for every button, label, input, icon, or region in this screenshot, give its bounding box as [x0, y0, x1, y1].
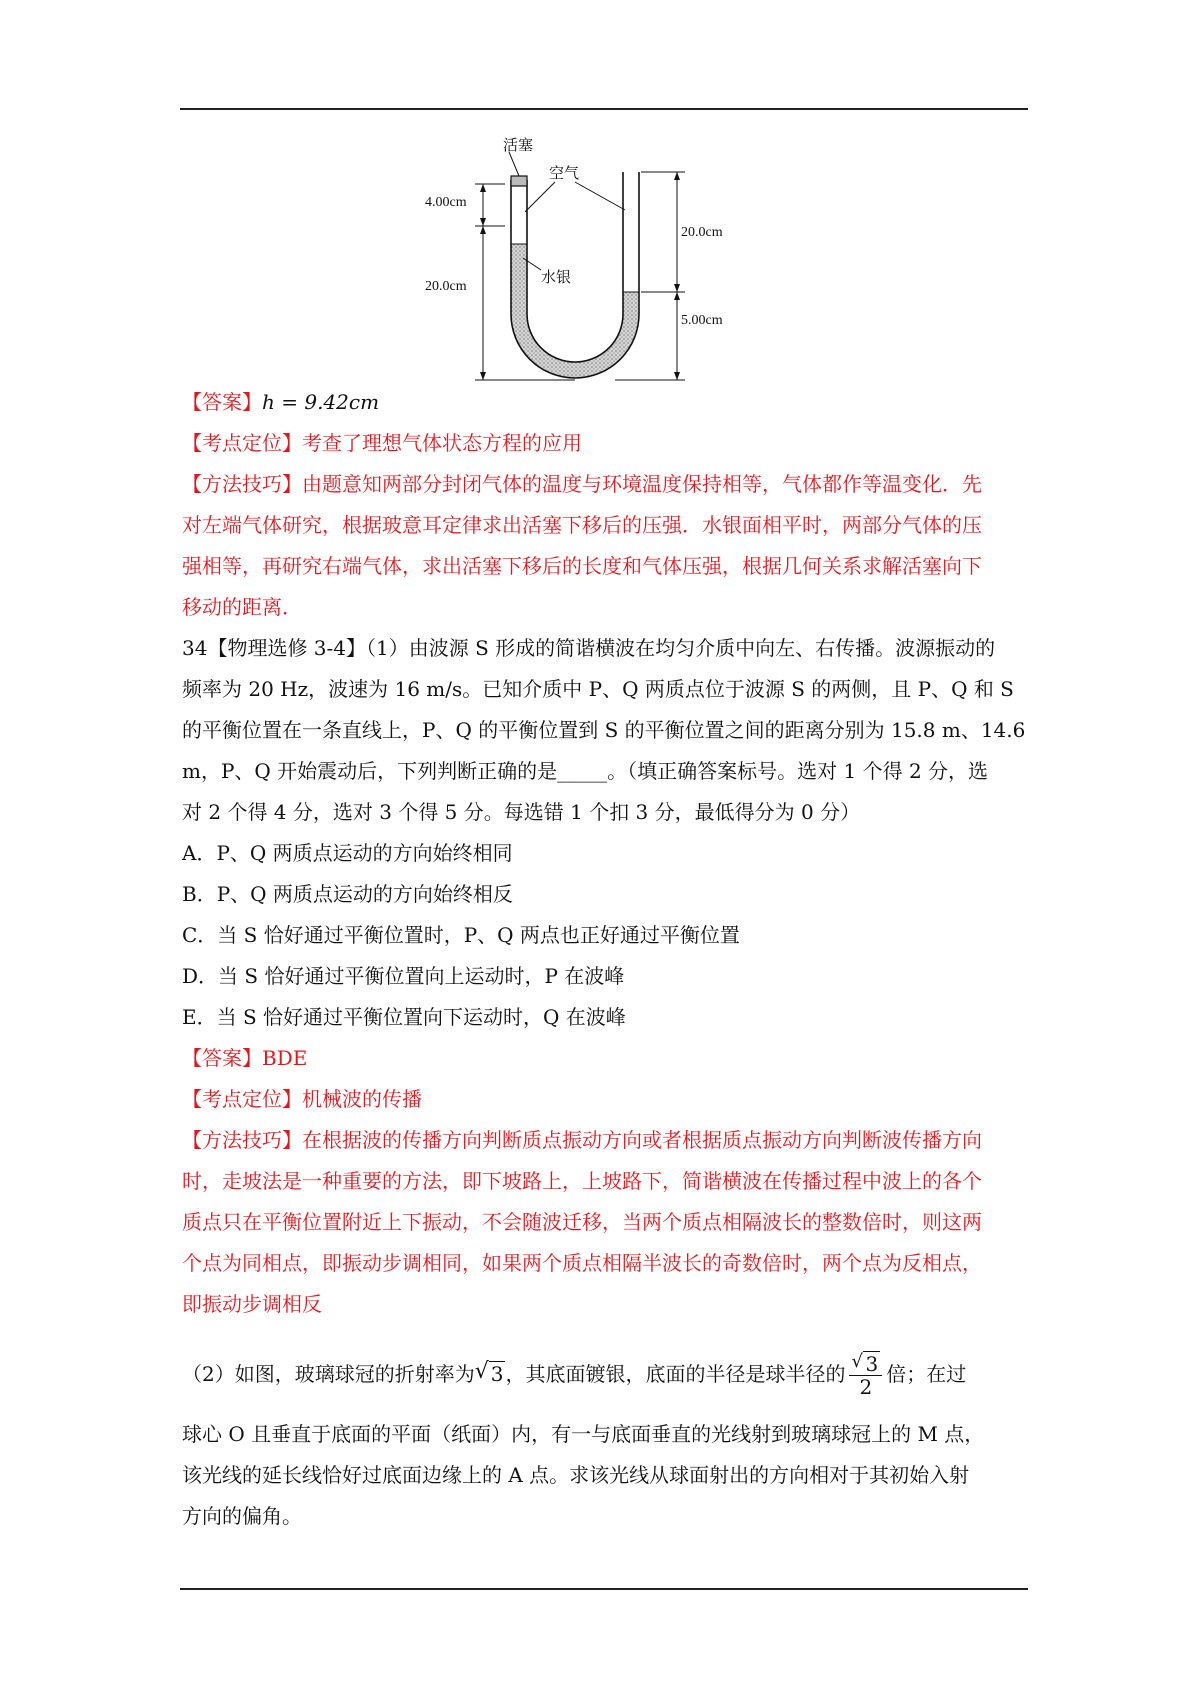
q34-method-line-2: 时，走坡法是一种重要的方法，即下坡路上，上坡路下，简谐横波在传播过程中波上的各个 — [182, 1169, 982, 1193]
answer-value: h = 9.42cm — [262, 390, 380, 414]
point-tag: 【考点定位】 — [182, 1087, 302, 1111]
method-text: 在根据波的传播方向判断质点振动方向或者根据质点振动方向判断波传播方向 — [302, 1128, 982, 1152]
q33-method-line-4: 移动的距离． — [182, 595, 302, 619]
q34-part2-line-3: 该光线的延长线恰好过底面边缘上的 A 点。求该光线从球面射出的方向相对于其初始入射 — [182, 1463, 970, 1487]
q33-method-line-3: 强相等，再研究右端气体，求出活塞下移后的长度和气体压强，根据几何关系求解活塞向下 — [182, 554, 982, 578]
q33-point-line — [182, 423, 1032, 464]
footer-rule — [180, 1588, 1028, 1590]
right-mercury-label: 5.00cm — [681, 313, 723, 328]
q34-part2-line-2: 球心 O 且垂直于底面的平面（纸面）内，有一与底面垂直的光线射到玻璃球冠上的 M 点， — [182, 1422, 985, 1446]
method-text: 由题意知两部分封闭气体的温度与环境温度保持相等，气体都作等温变化．先 — [302, 472, 982, 496]
part2-text-b: ，其底面镀银，底面的半径是球半径的 — [505, 1362, 846, 1386]
air-label: 空气 — [549, 164, 580, 182]
q34-part2-line-1 — [182, 1346, 1032, 1402]
q34-answer-line — [182, 1038, 1032, 1079]
q33-method-line-1 — [182, 464, 1032, 505]
option-d: D．当 S 恰好通过平衡位置向上运动时，P 在波峰 — [182, 964, 625, 988]
part2-text-a: （2）如图，玻璃球冠的折射率为 — [182, 1362, 475, 1386]
q34-stem-line-5: 对 2 个得 4 分，选对 3 个得 5 分。每选错 1 个扣 3 分，最低得分为 0 分） — [182, 800, 861, 824]
q33-answer-line — [182, 382, 1032, 423]
piston — [511, 176, 527, 186]
point-tag: 【考点定位】 — [182, 431, 302, 455]
method-tag: 【方法技巧】 — [182, 472, 302, 496]
q34-method-line-1 — [182, 1120, 1032, 1161]
left-gap-label: 4.00cm — [425, 195, 467, 210]
q34-stem-line-3: 的平衡位置在一条直线上，P、Q 的平衡位置到 S 的平衡位置之间的距离分别为 15.8 m、14.6 — [182, 718, 1026, 742]
answer-tag: 【答案】 — [182, 1046, 262, 1070]
q34-method-line-4: 个点为同相点，即振动步调相同，如果两个质点相隔半波长的奇数倍时，两个点为反相点， — [182, 1251, 982, 1275]
option-a: A．P、Q 两质点运动的方向始终相同 — [182, 841, 513, 865]
u-tube-figure — [425, 136, 755, 382]
q33-method-line-2: 对左端气体研究，根据玻意耳定律求出活塞下移后的压强．水银面相平时，两部分气体的压 — [182, 513, 982, 537]
sqrt-expression: √ 3 — [474, 1359, 504, 1386]
q34-point-line — [182, 1079, 1032, 1120]
header-rule — [180, 108, 1028, 110]
q34-part2-line-4: 方向的偏角。 — [182, 1504, 302, 1528]
mercury-fill — [511, 244, 639, 378]
point-text: 机械波的传播 — [302, 1087, 422, 1111]
u-tube-diagram — [425, 136, 755, 382]
right-air-label: 20.0cm — [681, 225, 723, 240]
q34-method-line-3: 质点只在平衡位置附近上下振动，不会随波迁移，当两个质点相隔波长的整数倍时，则这两 — [182, 1210, 982, 1234]
q34-stem-line-2: 频率为 20 Hz，波速为 16 m/s。已知介质中 P、Q 两质点位于波源 S 的两侧，且 P、Q 和 S — [182, 677, 1014, 701]
left-mercury-label: 20.0cm — [425, 279, 467, 294]
option-e: E．当 S 恰好通过平衡位置向下运动时，Q 在波峰 — [182, 1005, 626, 1029]
option-b: B．P、Q 两质点运动的方向始终相反 — [182, 882, 513, 906]
option-c: C．当 S 恰好通过平衡位置时，P、Q 两点也正好通过平衡位置 — [182, 923, 740, 947]
answer-value: BDE — [262, 1046, 308, 1070]
point-text: 考查了理想气体状态方程的应用 — [302, 431, 582, 455]
mercury-label: 水银 — [541, 268, 572, 286]
part2-text-c: 倍；在过 — [886, 1362, 967, 1386]
q34-stem-line-4: m，P、Q 开始震动后，下列判断正确的是_____。（填正确答案标号。选对 1 个得 2 分，选 — [182, 759, 989, 783]
piston-label: 活塞 — [503, 136, 534, 154]
method-tag: 【方法技巧】 — [182, 1128, 302, 1152]
q34-stem-line-1: 34【物理选修 3-4】（1）由波源 S 形成的简谐横波在均匀介质中向左、右传播。波源振动的 — [182, 636, 996, 660]
fraction-expression: √ 3 2 — [849, 1353, 882, 1398]
answer-tag: 【答案】 — [182, 390, 262, 414]
q34-method-line-5: 即振动步调相反 — [182, 1292, 322, 1316]
